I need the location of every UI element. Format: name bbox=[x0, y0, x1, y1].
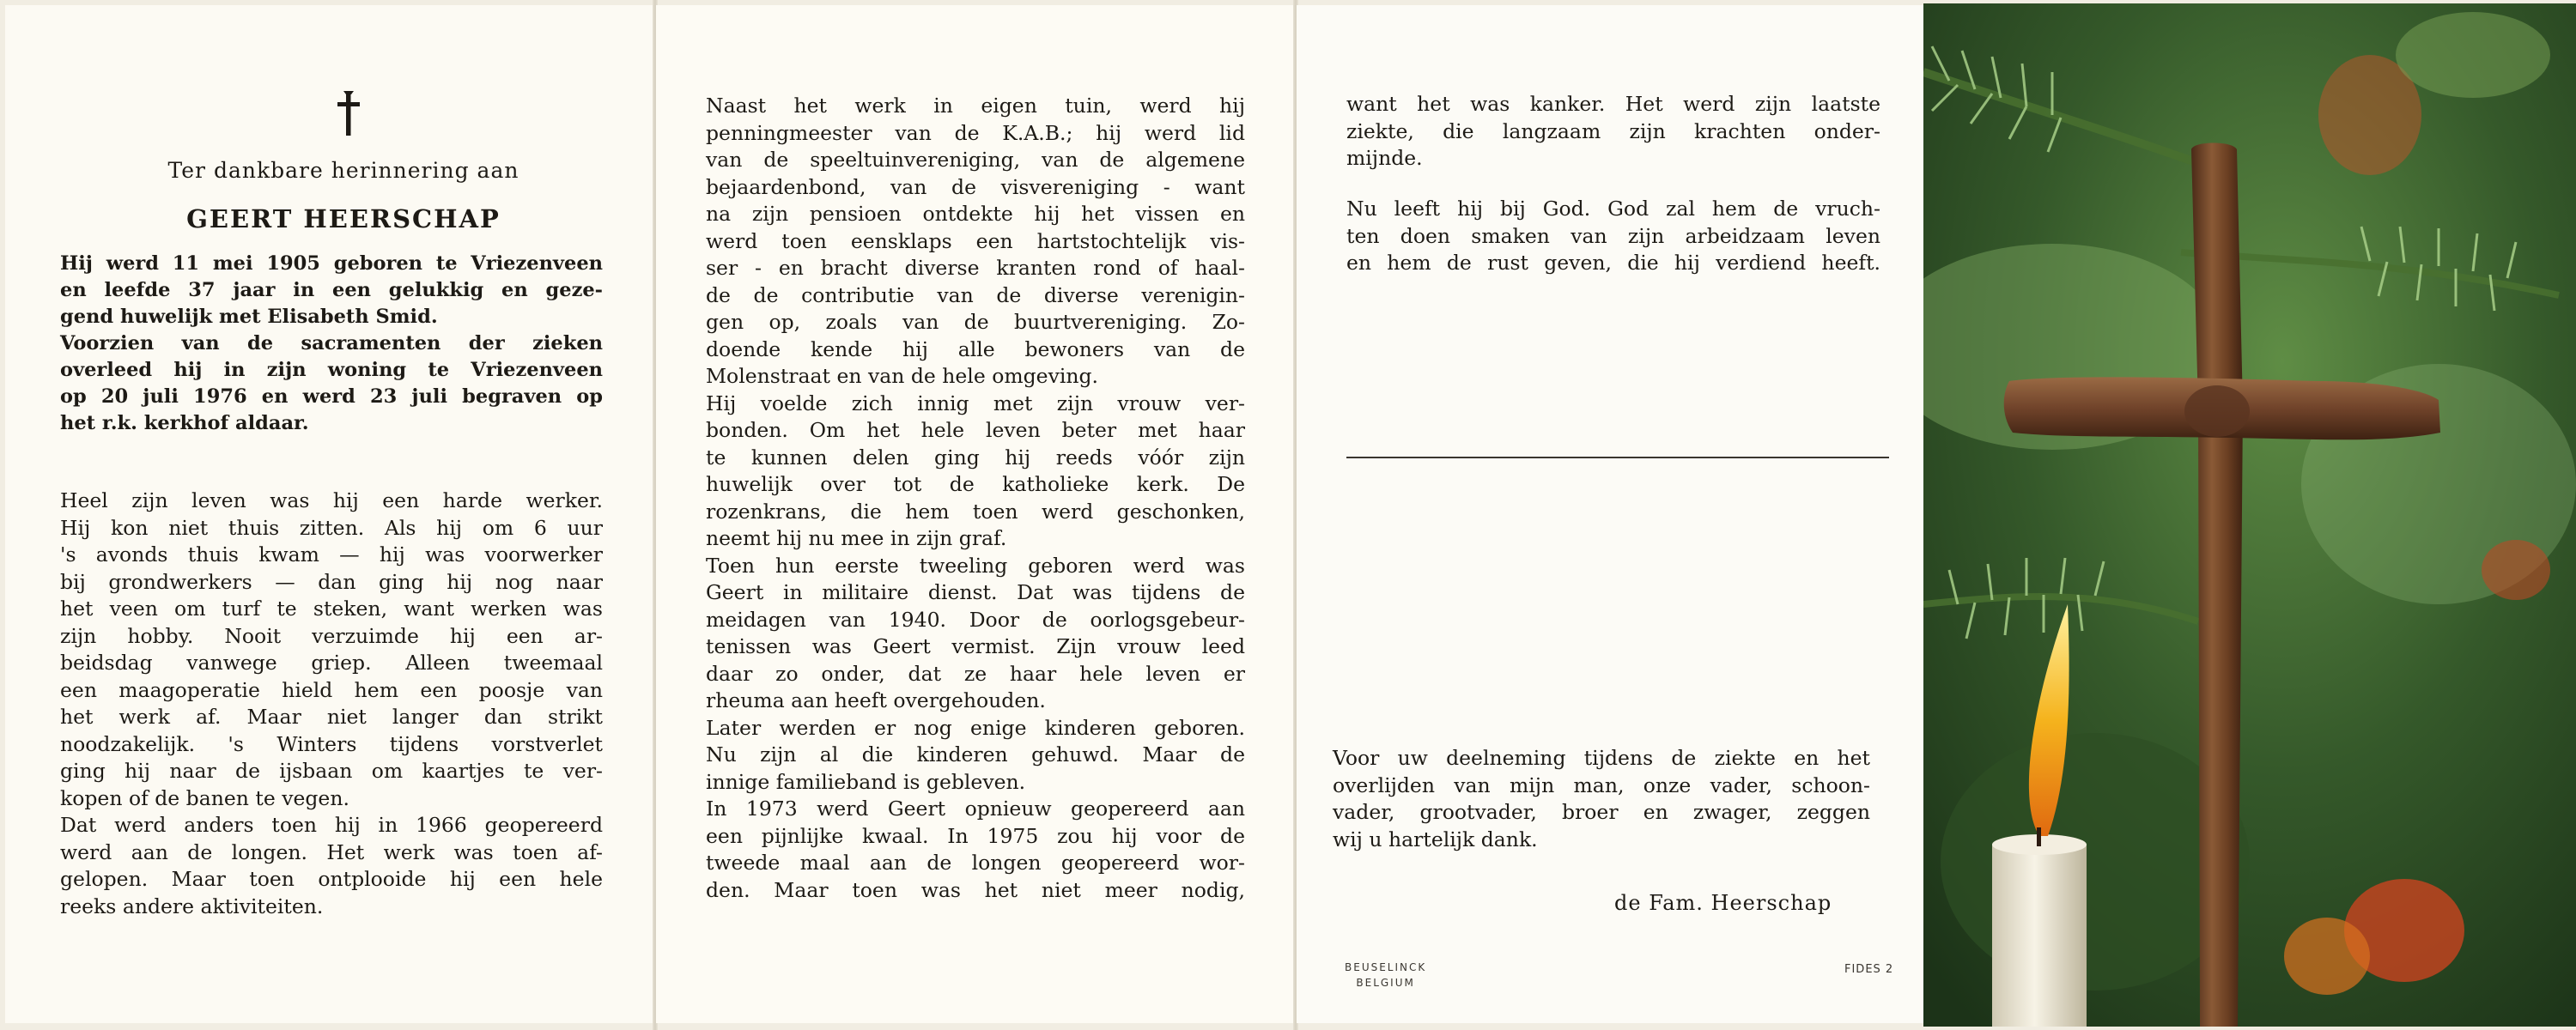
deceased-name: GEERT HEERSCHAP bbox=[186, 204, 501, 233]
text-line: In 1973 werd Geert opnieuw geopereerd aan bbox=[706, 797, 1245, 821]
text-line: Heel zijn leven was hij een harde werker. bbox=[60, 488, 603, 512]
text-line: gelopen. Maar toen ontplooide hij een hele bbox=[60, 867, 603, 891]
text-line: meidagen van 1940. Door de oorlogsgebeur- bbox=[706, 607, 1245, 632]
text-line: want het was kanker. Het werd zijn laatste bbox=[1346, 92, 1880, 116]
printer-country: BELGIUM bbox=[1356, 977, 1415, 989]
text-line: en hem de rust geven, die hij verdiend heeft. bbox=[1346, 251, 1880, 275]
text-line: bij grondwerkers — dan ging hij nog naar bbox=[60, 569, 603, 594]
text-line: rheuma aan heeft overgehouden. bbox=[706, 688, 1046, 712]
text-line: een maagoperatie hield hem een poosje van bbox=[60, 677, 603, 702]
text-line: de de contributie van de diverse verenigin- bbox=[706, 282, 1245, 307]
cross-candle-photo bbox=[1923, 3, 2576, 1027]
text-line: rozenkrans, die hem toen werd geschonken, bbox=[706, 499, 1245, 524]
printer-mark bbox=[1345, 960, 1426, 991]
intro-text: Ter dankbare herinnering aan bbox=[167, 158, 519, 183]
life-story-part2 bbox=[706, 93, 1245, 904]
bio-line: overleed hij in zijn woning te Vriezenveen bbox=[60, 359, 603, 381]
text-line: Nu leeft hij bij God. God zal hem de vruch- bbox=[1346, 197, 1880, 221]
text-line: wij u hartelijk dank. bbox=[1333, 827, 1538, 851]
text-line: gen op, zoals van de buurtvereniging. Zo- bbox=[706, 310, 1245, 334]
divider bbox=[1346, 457, 1889, 458]
text-line: het veen om turf te steken, want werken was bbox=[60, 597, 603, 621]
bio-line: en leefde 37 jaar in een gelukkig en geze- bbox=[60, 279, 603, 301]
text-line: innige familieband is gebleven. bbox=[706, 769, 1026, 794]
bio-line: gend huwelijk met Elisabeth Smid. bbox=[60, 306, 438, 328]
text-line: Geert in militaire dienst. Dat was tijdens de bbox=[706, 580, 1245, 604]
text-line: noodzakelijk. 's Winters tijdens vorstverlet bbox=[60, 731, 603, 756]
text-line: van de speeltuinvereniging, van de algemene bbox=[706, 148, 1245, 172]
text-line: Molenstraat en van de hele omgeving. bbox=[706, 364, 1099, 388]
text-line: bejaardenbond, van de visvereniging - want bbox=[706, 174, 1245, 199]
text-line: mijnde. bbox=[1346, 146, 1423, 170]
faith-paragraph bbox=[1346, 196, 1880, 277]
bio-line: op 20 juli 1976 en werd 23 juli begraven op bbox=[60, 385, 603, 408]
text-line: bonden. Om het hele leven beter met haar bbox=[706, 418, 1245, 442]
text-line: een pijnlijke kwaal. In 1975 zou hij voor de bbox=[706, 823, 1245, 848]
text-line: tweede maal aan de longen geopereerd wor- bbox=[706, 851, 1245, 875]
card-code: FIDES 2 bbox=[1844, 963, 1894, 976]
bio-line: het r.k. kerkhof aldaar. bbox=[60, 412, 309, 434]
bio-line: Hij werd 11 mei 1905 geboren te Vriezenveen bbox=[60, 252, 603, 275]
text-line: overlijden van mijn man, onze vader, schoon- bbox=[1333, 772, 1870, 797]
text-line: Hij kon niet thuis zitten. Als hij om 6 uur bbox=[60, 515, 603, 540]
cross-icon bbox=[331, 88, 366, 139]
text-line: ziekte, die langzaam zijn krachten onder- bbox=[1346, 118, 1880, 143]
text-line: Hij voelde zich innig met zijn vrouw ver- bbox=[706, 391, 1245, 415]
text-line: beidsdag vanwege griep. Alleen tweemaal bbox=[60, 651, 603, 675]
family-signature: de Fam. Heerschap bbox=[1614, 891, 1832, 915]
text-line: Dat werd anders toen hij in 1966 geopereerd bbox=[60, 813, 603, 837]
text-line: doende kende hij alle bewoners van de bbox=[706, 336, 1245, 361]
text-line: 's avonds thuis kwam — hij was voorwerker bbox=[60, 542, 603, 566]
life-story-part1 bbox=[60, 488, 603, 920]
text-line: zijn hobby. Nooit verzuimde hij een ar- bbox=[60, 623, 603, 648]
text-line: ser - en bracht diverse kranten rond of haal- bbox=[706, 256, 1245, 280]
printer-name: BEUSELINCK bbox=[1345, 961, 1427, 973]
text-line: Naast het werk in eigen tuin, werd hij bbox=[706, 94, 1245, 118]
text-line: daar zo onder, dat ze haar hele leven er bbox=[706, 661, 1245, 686]
text-line: tenissen was Geert vermist. Zijn vrouw leed bbox=[706, 634, 1245, 658]
bio-paragraph bbox=[60, 251, 603, 437]
text-line: den. Maar toen was het niet meer nodig, bbox=[706, 877, 1245, 902]
text-line: vader, grootvader, broer en zwager, zeggen bbox=[1333, 800, 1870, 824]
text-line: te kunnen delen ging hij reeds vóór zijn bbox=[706, 445, 1245, 470]
thanks-paragraph bbox=[1333, 745, 1870, 853]
text-line: reeks andere aktiviteiten. bbox=[60, 894, 324, 918]
text-line: Nu zijn al die kinderen gehuwd. Maar de bbox=[706, 742, 1245, 766]
text-line: het werk af. Maar niet langer dan strikt bbox=[60, 705, 603, 729]
text-line: Voor uw deelneming tijdens de ziekte en het bbox=[1333, 746, 1870, 770]
life-story-part3 bbox=[1346, 91, 1880, 173]
text-line: werd toen eensklaps een hartstochtelijk vis- bbox=[706, 228, 1245, 253]
text-line: Later werden er nog enige kinderen geboren. bbox=[706, 715, 1245, 740]
text-line: huwelijk over tot de katholieke kerk. De bbox=[706, 472, 1245, 496]
text-line: werd aan de longen. Het werk was toen af- bbox=[60, 839, 603, 864]
bio-line: Voorzien van de sacramenten der zieken bbox=[60, 332, 603, 354]
text-line: kopen of de banen te vegen. bbox=[60, 785, 349, 810]
text-line: neemt hij nu mee in zijn graf. bbox=[706, 526, 1007, 550]
text-line: ten doen smaken van zijn arbeidzaam leven bbox=[1346, 223, 1880, 248]
text-line: na zijn pensioen ontdekte hij het vissen en bbox=[706, 202, 1245, 226]
text-line: ging hij naar de ijsbaan om kaartjes te ver- bbox=[60, 759, 603, 783]
text-line: Toen hun eerste tweeling geboren werd was bbox=[706, 553, 1245, 578]
rusty-cross-with-candle-icon bbox=[1923, 3, 2576, 1027]
text-line: penningmeester van de K.A.B.; hij werd lid bbox=[706, 120, 1245, 145]
